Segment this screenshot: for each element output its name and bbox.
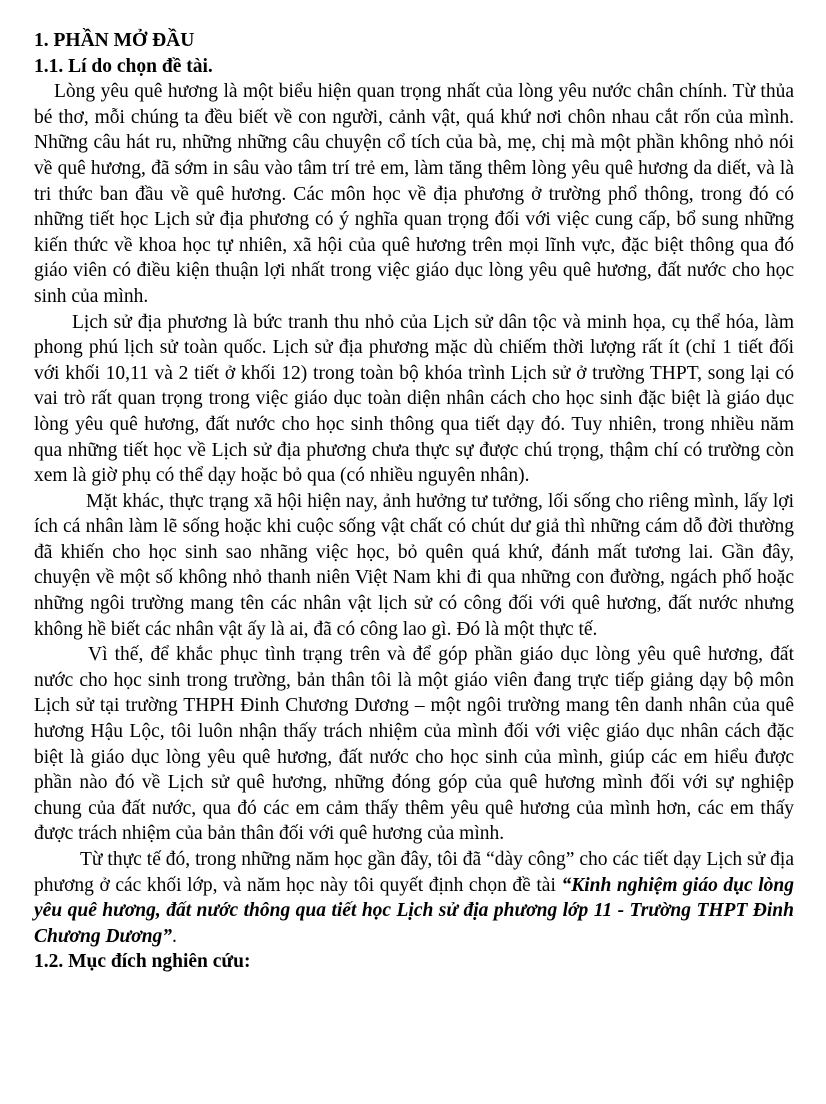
paragraph-5-text: Từ thực tế đó, trong những năm học gần đây, tôi đã “dày công” cho các tiết dạy Lịch sử địa phương ở các khối lớp, và năm học này tôi quyết định chọn đề tài	[34, 849, 794, 896]
paragraph-3: Mặt khác, thực trạng xã hội hiện nay, ảnh hưởng tư tưởng, lối sống cho riêng mình, lấy lợi ích cá nhân làm lẽ sống hoặc khi cuộc sống vật chất có chút dư giả thì những cám dỗ đời thường đã khiến cho học sinh sao nhãng việc học, bỏ quên quá khứ, đánh mất tương lai. Gần đây, chuyện về một số không nhỏ thanh niên Việt Nam khi đi qua những con đường, ngách phố hoặc những ngôi trường mang tên các nhân vật lịch sử có công đối với quê hương, đất nước nhưng không hề biết các nhân vật ấy là ai, đã có công lao gì. Đó là một thực tế.	[34, 490, 794, 640]
paragraph-5	[34, 847, 794, 949]
thesis-title: “Kinh nghiệm giáo dục lòng yêu quê hương, đất nước thông qua tiết học Lịch sử địa phương lớp 11 - Trường THPT Đinh Chương Dương”	[34, 874, 794, 947]
subsection-heading-reason: 1.1. Lí do chọn đề tài.	[34, 55, 213, 77]
paragraph-4: Vì thế, để khắc phục tình trạng trên và để góp phần giáo dục lòng yêu quê hương, đất nước cho học sinh trong trường, bản thân tôi là một giáo viên đang trực tiếp giảng dạy bộ môn Lịch sử tại trường THPH Đinh Chương Dương – một ngôi trường mang tên danh nhân của quê hương Hậu Lộc, tôi luôn nhận thấy trách nhiệm của mình đối với việc giáo dục nhân cách đặc biệt là giáo dục lòng yêu quê hương, đất nước cho học sinh của mình, giúp các em hiểu được phần nào đó về Lịch sử quê hương, những đóng góp của quê hương mình đối với sự nghiệp chung của đất nước, qua đó các em cảm thấy thêm yêu quê hương của mình hơn, các em thấy được trách nhiệm của bản thân đối với quê hương của mình.	[34, 644, 794, 845]
section-heading: 1. PHẦN MỞ ĐẦU	[34, 30, 195, 51]
subsection-heading-purpose: 1.2. Mục đích nghiên cứu:	[34, 951, 251, 973]
paragraph-5-end: .	[172, 925, 177, 947]
paragraph-2: Lịch sử địa phương là bức tranh thu nhỏ của Lịch sử dân tộc và minh họa, cụ thể hóa, làm phong phú lịch sử toàn quốc. Lịch sử địa phương mặc dù chiếm thời lượng rất ít (chỉ 1 tiết đối với khối 10,11 và 2 tiết ở khối 12) trong toàn bộ khóa trình Lịch sử ở trường THPT, song lại có vai trò rất quan trọng trong việc giáo dục toàn diện nhân cách cho học sinh đặc biệt là giáo dục lòng yêu quê hương, đất nước cho học sinh thông qua tiết dạy đó. Tuy nhiên, trong nhiều năm qua những tiết học về Lịch sử địa phương chưa thực sự được chú trọng, thậm chí có trường còn xem là giờ phụ có thể dạy hoặc bỏ qua (có nhiều nguyên nhân).	[34, 311, 794, 487]
paragraph-1: Lòng yêu quê hương là một biểu hiện quan trọng nhất của lòng yêu nước chân chính. Từ thủa bé thơ, mỗi chúng ta đều biết về con người, cảnh vật, quá khứ nơi chôn nhau cắt rốn của mình. Những câu hát ru, những những câu chuyện cổ tích của bà, mẹ, chị mà một phần không nhỏ nói về quê hương, đã sớm in sâu vào tâm trí trẻ em, làm tăng thêm lòng yêu quê hương da diết, và là tri thức ban đầu về quê hương. Các môn học về địa phương ở trường phổ thông, trong đó có những tiết học Lịch sử địa phương có ý nghĩa quan trọng đối với việc cung cấp, bổ sung những kiến thức về khoa học tự nhiên, xã hội của quê hương trên mọi lĩnh vực, đặc biệt thông qua đó giáo viên có điều kiện thuận lợi nhất trong việc giáo dục lòng yêu quê hương, đất nước cho học sinh của mình.	[34, 81, 794, 307]
